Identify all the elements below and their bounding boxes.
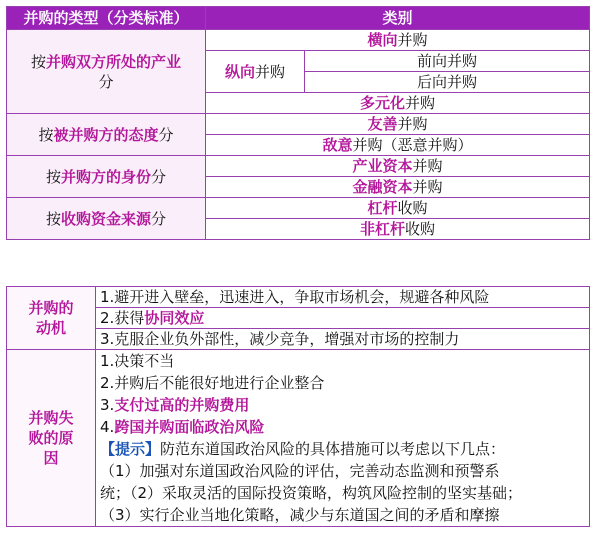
item-prefix: 2.获得 [100, 309, 145, 327]
criterion-key: 并购方的身份 [60, 167, 151, 186]
item-key: 跨国并购面临政治风险 [114, 418, 265, 436]
category-financial-capital [206, 177, 590, 198]
header-category: 类别 [206, 7, 590, 30]
category-leveraged [206, 198, 590, 219]
category-key: 非杠杆 [359, 220, 405, 238]
category-rest: 收购 [405, 220, 436, 238]
criterion-identity [7, 156, 206, 198]
category-rest: 并购 [397, 115, 428, 133]
category-industrial-capital [206, 156, 590, 177]
item-key: 支付过高的并购费用 [114, 396, 250, 414]
criterion-suffix: 分 [98, 72, 114, 91]
item-key: 协同效应 [144, 309, 205, 327]
category-friendly [206, 114, 590, 135]
category-horizontal [206, 30, 590, 51]
criterion-funding [7, 198, 206, 240]
category-rest: 并购（恶意并购） [352, 136, 473, 154]
failure-label [7, 350, 96, 527]
criterion-prefix: 按 [45, 209, 61, 228]
criterion-prefix: 按 [30, 52, 46, 71]
category-key: 产业资本 [352, 157, 413, 175]
failure-item-4 [100, 416, 585, 438]
label-line: 败的原 [28, 429, 74, 447]
criterion-key: 被并购方的态度 [53, 125, 159, 144]
subcategory-backward: 后向并购 [305, 72, 590, 93]
tip-intro [100, 438, 585, 460]
label-line: 并购失 [28, 409, 74, 427]
category-key: 金融资本 [352, 178, 413, 196]
criterion-suffix: 分 [151, 167, 167, 186]
failure-item-3 [100, 394, 585, 416]
criterion-suffix: 分 [158, 125, 174, 144]
criterion-key: 收购资金来源 [60, 209, 151, 228]
criterion-industry [7, 30, 206, 114]
category-rest: 并购 [412, 178, 443, 196]
category-rest: 并购 [412, 157, 443, 175]
failure-item-1: 1.决策不当 [100, 352, 175, 370]
criterion-prefix: 按 [38, 125, 54, 144]
criterion-suffix: 分 [151, 209, 167, 228]
category-key: 横向 [367, 31, 398, 49]
category-rest: 并购 [405, 94, 436, 112]
tip-label: 【提示】 [100, 440, 161, 458]
category-key: 纵向 [224, 62, 255, 81]
tip-line-4: （3）实行企业当地化策略，减少与东道国之间的矛盾和摩擦 [100, 506, 500, 524]
criterion-attitude [7, 114, 206, 156]
category-key: 多元化 [359, 94, 405, 112]
motive-label [7, 287, 96, 350]
tip-line-2: （1）加强对东道国政治风险的评估，完善动态监测和预警系 [100, 462, 500, 480]
merger-types-table [6, 6, 590, 240]
motives-failures-table [6, 286, 590, 527]
criterion-key: 并购双方所处的产业 [46, 52, 182, 71]
header-criterion: 并购的类型（分类标准） [7, 7, 206, 30]
motive-item-3: 3.克服企业负外部性，减少竞争，增强对市场的控制力 [96, 329, 590, 350]
tip-intro-text: 防范东道国政治风险的具体措施可以考虑以下几点： [160, 440, 506, 458]
category-rest: 并购 [255, 62, 286, 81]
category-key: 杠杆 [367, 199, 398, 217]
criterion-prefix: 按 [45, 167, 61, 186]
motive-item-2 [96, 308, 590, 329]
category-key: 敌意 [322, 136, 353, 154]
item-prefix: 3. [100, 396, 115, 414]
label-line: 并购的 [28, 299, 74, 317]
motive-item-1: 1.避开进入壁垒，迅速进入，争取市场机会，规避各种风险 [96, 287, 590, 308]
failure-item-2: 2.并购后不能很好地进行企业整合 [100, 374, 325, 392]
category-vertical [206, 51, 305, 93]
tip-line-3: 统；（2）采取灵活的国际投资策略，构筑风险控制的坚实基础； [100, 484, 523, 502]
label-line: 因 [43, 449, 59, 467]
category-non-leveraged [206, 219, 590, 240]
label-line: 动机 [35, 319, 66, 337]
category-hostile [206, 135, 590, 156]
category-rest: 并购 [397, 31, 428, 49]
item-prefix: 4. [100, 418, 115, 436]
failure-content [96, 350, 590, 527]
category-diversified [206, 93, 590, 114]
category-key: 友善 [367, 115, 398, 133]
category-rest: 收购 [397, 199, 428, 217]
subcategory-forward: 前向并购 [305, 51, 590, 72]
